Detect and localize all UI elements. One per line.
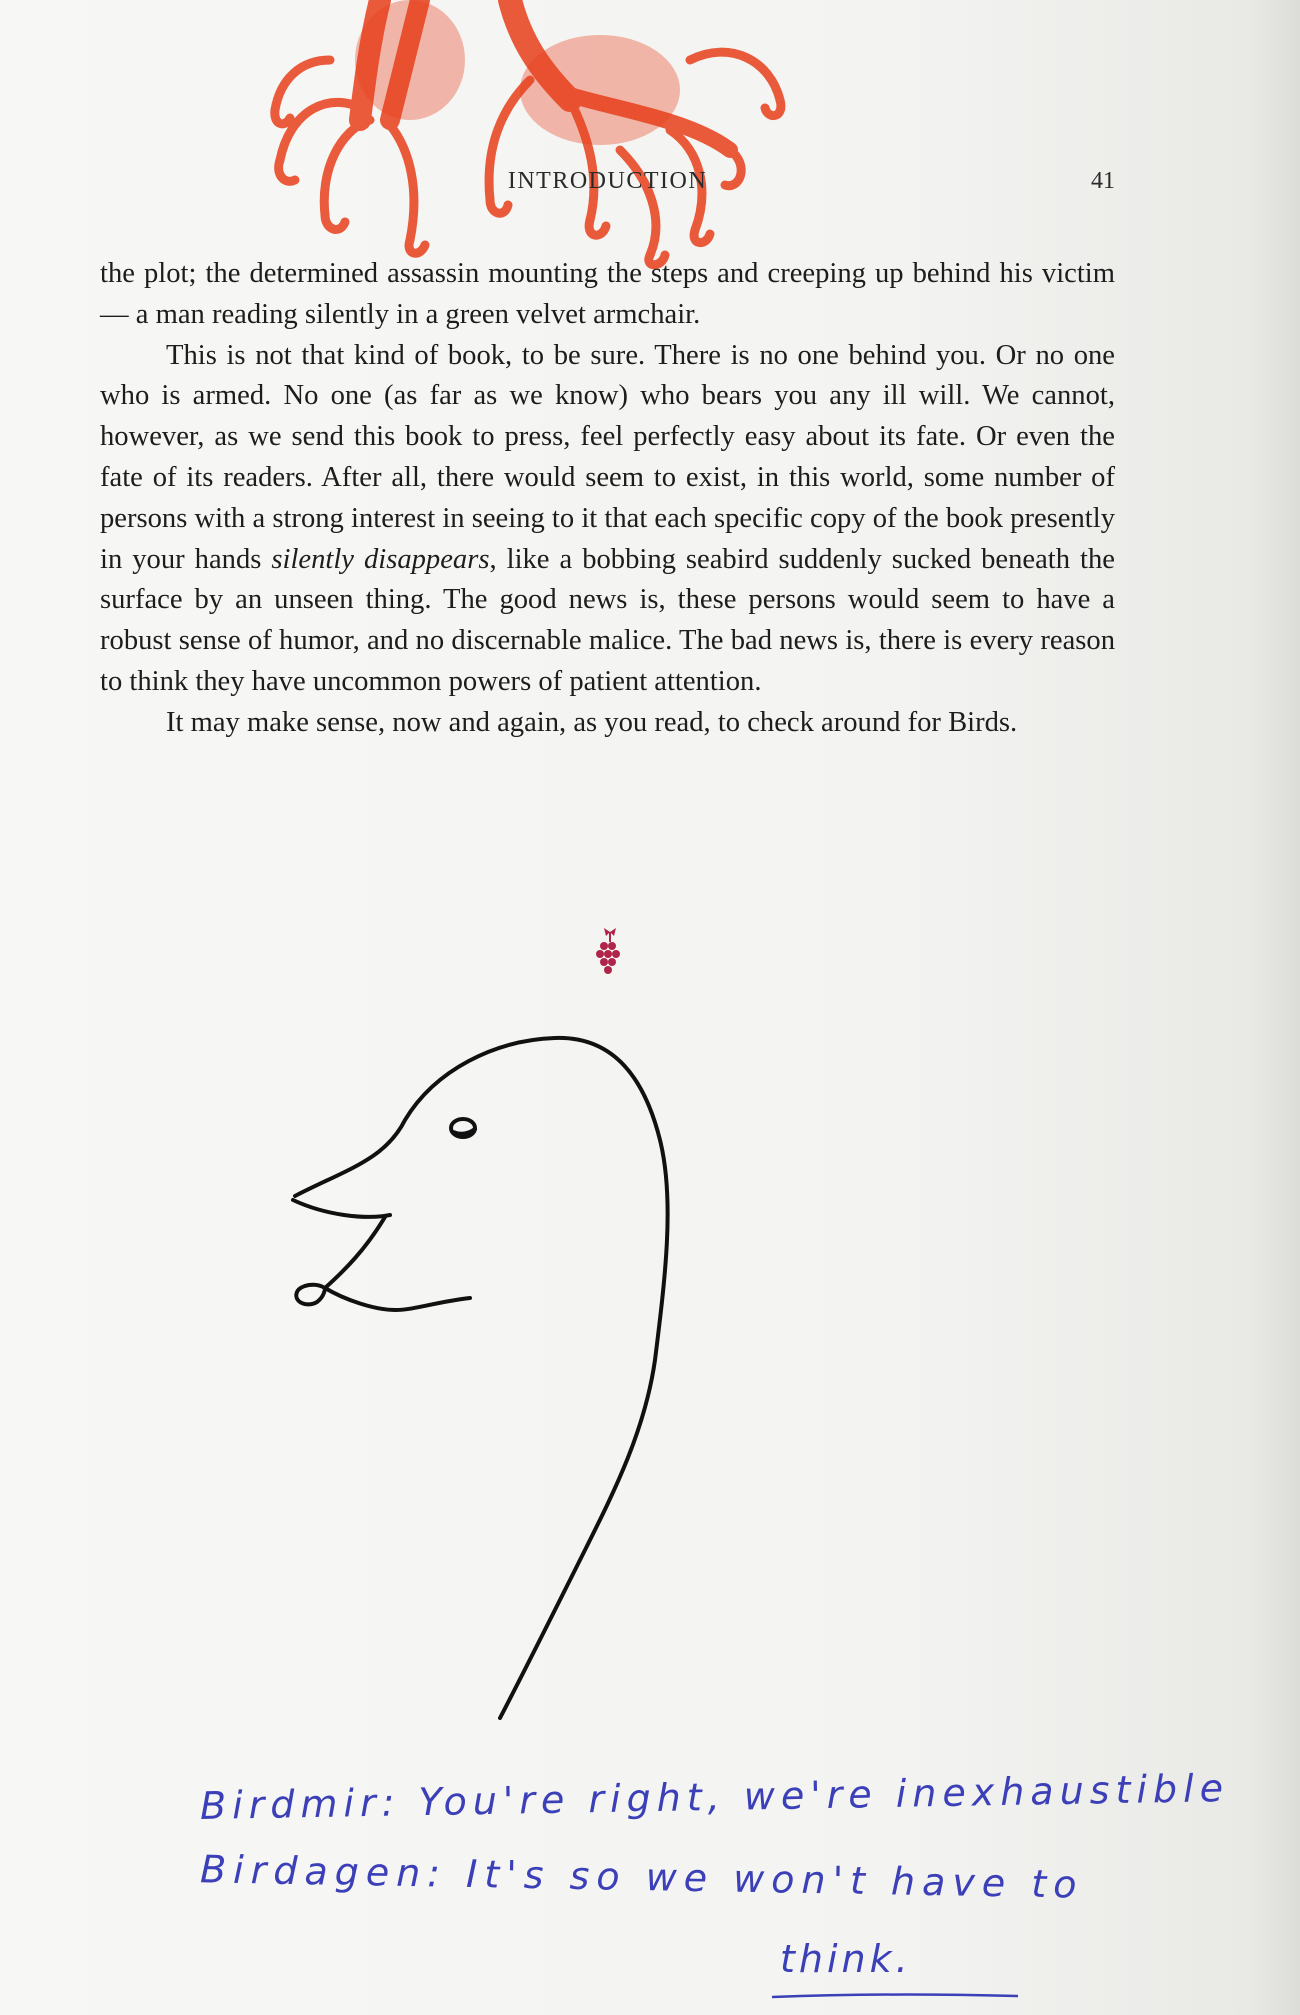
bird-head-drawing <box>285 1030 845 1720</box>
text-run: , like a bobbing seabird suddenly sucked beneath the surface by an unseen thing. The good news is, these persons would seem to have a robust sense of humor, and no discernable malice. The bad news is, there is every reason to think they have uncommon powers of patient attention. <box>100 543 1115 697</box>
text-run: It may make sense, now and again, as you read, to check around for Birds. <box>166 706 1018 738</box>
body-text <box>100 254 1115 744</box>
note-line-birdagen: Birdagen: It's so we won't have to <box>199 1847 1084 1907</box>
paragraph <box>100 703 1115 744</box>
note-underline <box>770 1993 1020 1999</box>
handwritten-note <box>199 1766 1230 1995</box>
paragraph <box>100 336 1115 703</box>
running-head <box>100 168 1115 204</box>
grape-ornament <box>594 928 626 988</box>
text-run: This is not that kind of book, to be sure. There is no one behind you. Or no one who is armed. No one (as far as we know) who bears you any ill will. We cannot, however, as we send this book to press, feel perfectly easy about its fate. Or even the fate of its readers. After all, there would seem to exist, in this world, some number of persons with a strong interest in seeing to it that each specific copy of the book presently in your hands <box>100 339 1115 575</box>
bird-claws-stamp <box>270 0 950 270</box>
paragraph <box>100 254 1115 336</box>
text-run: the plot; the determined assassin mounting the steps and creeping up behind his victim — a man reading silently in a green velvet armchair. <box>100 258 1115 330</box>
italic-phrase: silently disappears <box>271 543 490 575</box>
note-line-birdmir: Birdmir: You're right, we're inexhaustible <box>199 1766 1230 1828</box>
page-number: 41 <box>1091 168 1115 194</box>
running-head-title: INTRODUCTION <box>507 168 708 194</box>
note-line-think: think. <box>780 1937 912 1981</box>
